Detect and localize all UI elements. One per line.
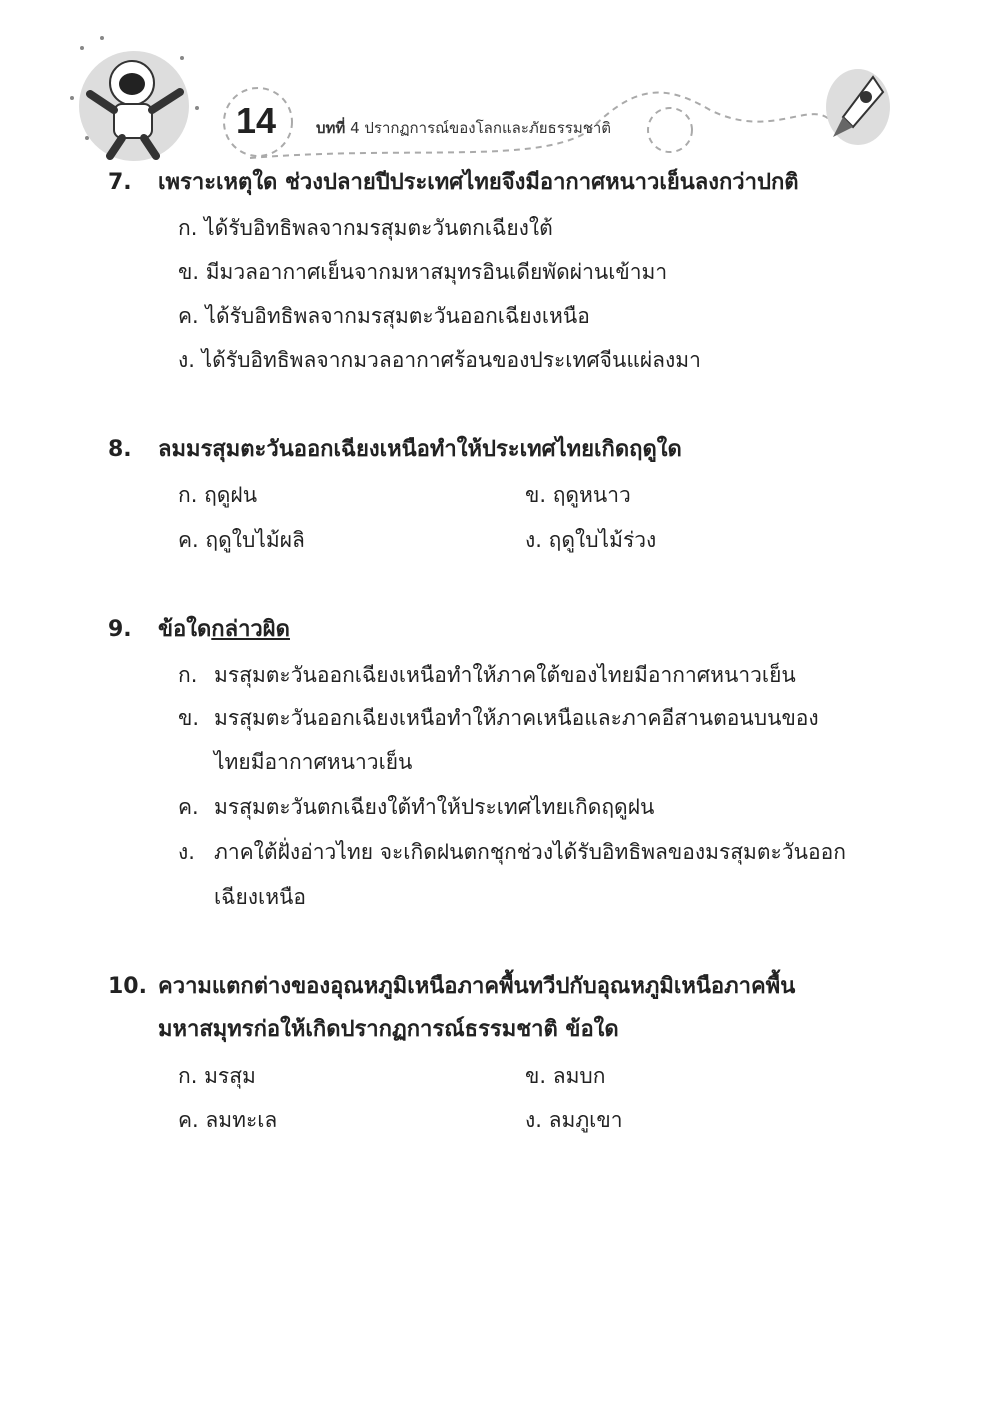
chapter-label: บทที่	[316, 119, 346, 137]
option: ก. มรสุม	[178, 1064, 256, 1088]
question-number: 9.	[108, 617, 132, 642]
page-number: 14	[236, 100, 277, 141]
question-text: ลมมรสุมตะวันออกเฉียงเหนือทำให้ประเทศไทยเกิดฤดูใด	[158, 437, 682, 462]
option: ข. มีมวลอากาศเย็นจากมหาสมุทรอินเดียพัดผ่านเข้ามา	[178, 260, 668, 284]
option-letter: ง.	[178, 840, 195, 864]
option-text: ภาคใต้ฝั่งอ่าวไทย จะเกิดฝนตกชุกช่วงได้รับอิทธิพลของมรสุมตะวันออก	[214, 840, 846, 864]
question-number: 10.	[108, 974, 147, 999]
chapter-header	[316, 116, 611, 140]
option: ข. ฤดูหนาว	[525, 483, 631, 507]
option: ค. ได้รับอิทธิพลจากมรสุมตะวันออกเฉียงเหนือ	[178, 304, 590, 328]
question-text-emphasis: กล่าวผิด	[211, 617, 290, 642]
option-letter: ก.	[178, 663, 198, 687]
chapter-title: ปรากฏการณ์ของโลกและภัยธรรมชาติ	[364, 119, 612, 137]
option: ง. ฤดูใบไม้ร่วง	[525, 528, 657, 552]
option: ง. ได้รับอิทธิพลจากมวลอากาศร้อนของประเทศจีนแผ่ลงมา	[178, 348, 701, 372]
question-number: 7.	[108, 170, 132, 195]
option: ค. ฤดูใบไม้ผลิ	[178, 528, 305, 552]
question-text	[158, 616, 290, 644]
dashed-path-decoration	[210, 70, 910, 160]
option: ก. ได้รับอิทธิพลจากมรสุมตะวันตกเฉียงใต้	[178, 216, 553, 240]
option-letter: ข.	[178, 706, 200, 730]
option-text: เฉียงเหนือ	[214, 885, 307, 909]
chapter-number: 4	[350, 119, 360, 137]
rocket-icon	[818, 62, 898, 152]
question-text: มหาสมุทรก่อให้เกิดปรากฏการณ์ธรรมชาติ ข้อใด	[158, 1017, 619, 1042]
option: ค. ลมทะเล	[178, 1108, 278, 1132]
option-text: มรสุมตะวันออกเฉียงเหนือทำให้ภาคใต้ของไทยมีอากาศหนาวเย็น	[214, 663, 796, 687]
question-text: ความแตกต่างของอุณหภูมิเหนือภาคพื้นทวีปกับอุณหภูมิเหนือภาคพื้น	[158, 974, 796, 999]
question-text: เพราะเหตุใด ช่วงปลายปีประเทศไทยจึงมีอากาศหนาวเย็นลงกว่าปกติ	[158, 170, 799, 195]
option: ข. ลมบก	[525, 1064, 606, 1088]
question-text-prefix: ข้อใด	[158, 617, 212, 642]
option-text: ไทยมีอากาศหนาวเย็น	[214, 750, 413, 774]
option-text: มรสุมตะวันตกเฉียงใต้ทำให้ประเทศไทยเกิดฤดูฝน	[214, 795, 655, 819]
option-text: มรสุมตะวันออกเฉียงเหนือทำให้ภาคเหนือและภาคอีสานตอนบนของ	[214, 706, 819, 730]
question-number: 8.	[108, 437, 132, 462]
option: ก. ฤดูฝน	[178, 483, 258, 507]
astronaut-icon	[62, 28, 212, 168]
option: ง. ลมภูเขา	[525, 1108, 623, 1132]
option-letter: ค.	[178, 795, 199, 819]
